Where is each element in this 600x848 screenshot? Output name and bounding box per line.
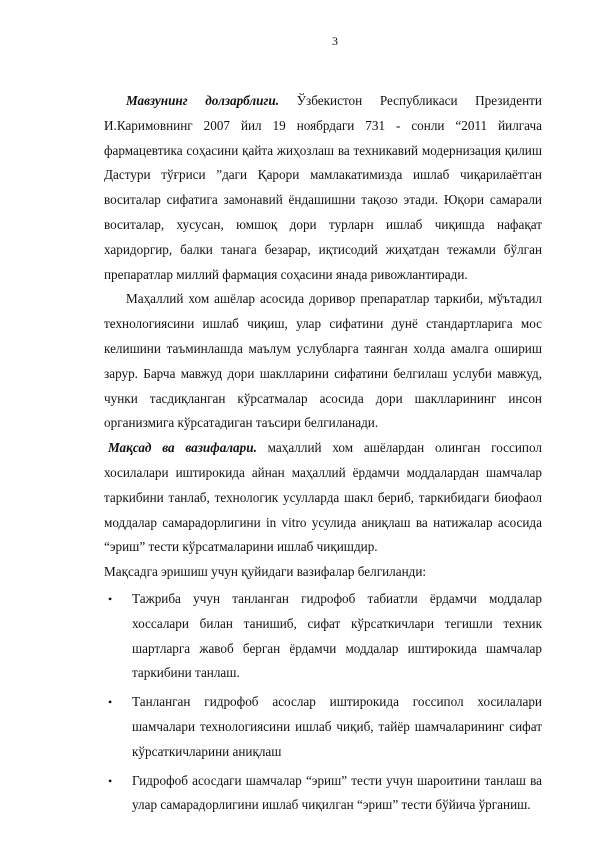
tasks-list [104, 587, 542, 818]
bullet-icon: • [108, 773, 113, 788]
paragraph-raw-materials: Маҳаллий хом ашёлар асосида доривор препаратлар таркиби, мўътадил технологиясини ишлаб чиқиш, улар сифатини дунё стандартларига мос келишини таъминлашда маълум услубларга таянган холда амалга ошириш зарур. Барча мавжуд дори шаклларини сифатини белгилаш услуби мавжуд, чунки тасдиқланган кўрсатмалар асосида дори шаклларининг инсон организмига кўрсатадиган таъсири белгиланади. [104, 291, 542, 431]
task-text: Гидрофоб асосдаги шамчалар “эриш” тести учун шароитини танлаш ва улар самарадорлигини ишлаб чиқилган “эриш” тести бўйича ўрганиш. [132, 772, 542, 813]
page-number: 3 [332, 34, 338, 48]
task-item [108, 587, 542, 686]
tasks-intro: Мақсадга эришиш учун қуйидаги вазифалар белгиланди: [104, 564, 427, 580]
task-text: Тажриба учун танланган гидрофоб табиатли ёрдамчи моддалар хоссалари билан танишиб, сифат кўрсаткичлари тегишли техник шартларга жавоб берган ёрдамчи моддалар иштирокида шамчалар таркибини танлаш. [132, 590, 542, 681]
task-item [108, 690, 542, 764]
bullet-icon: • [108, 695, 113, 710]
task-text: Танланган гидрофоб асослар иштирокида госсипол хосилалари шамчалари технологиясини ишлаб чиқиб, тайёр шамчаларининг сифат кўрсаткичларини аниқлаш [132, 694, 542, 759]
bullet-icon: • [108, 591, 113, 606]
relevance-heading: Мавзунинг долзарблиги. [126, 93, 280, 108]
goal-heading: Мақсад ва вазифалари. [108, 440, 257, 456]
relevance-text: Ўзбекистон Республикаси Президенти И.Каримовнинг 2007 йил 19 ноябрдаги 731 - сонли “2011 йилгача фармацевтика соҳасини қайта жиҳозлаш ва техникавий модернизация қилиш Дастури тўғриси ”даги Қарори мамлакатимизда ишлаб чиқарилаётган воситалар сифатига замонавий ёндашишни тақозо этади. Юқори самарали воситалар, хусусан, юмшоқ дори турларн ишлаб чиқишда нафақат харидоргир, балки танага безарар, иқтисодий жиҳатдан тежамли бўлган препаратлар миллий фармация соҳасини янада ривожлантиради. [104, 93, 542, 282]
goal-text: маҳаллий хом ашёлардан олинган госсипол хосилалари иштирокида айнан маҳаллий ёрдамчи моддалардан шамчалар таркибини танлаб, технологик усулларда шакл бериб, таркибидаги биофаол моддалар самарадорлигини in vitro усулида аниқлаш ва натижалар асосида “эриш” тести кўрсатмаларини ишлаб чиқишдир. [104, 440, 542, 555]
relevance-paragraph [104, 89, 542, 287]
goal-paragraph [104, 436, 542, 560]
task-item [108, 769, 542, 819]
